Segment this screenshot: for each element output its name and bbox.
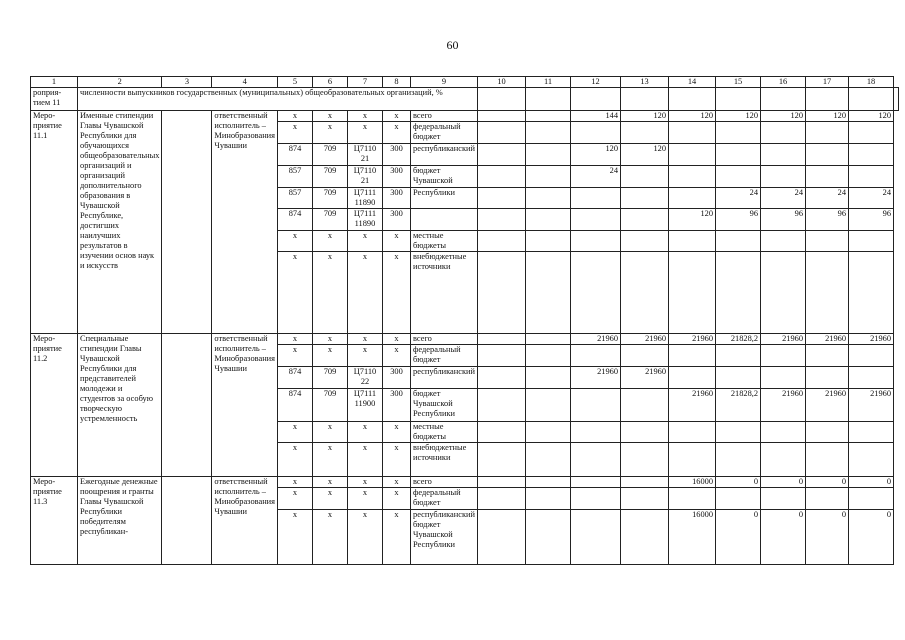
amount-cell [761,144,806,166]
empty-cell [806,88,849,111]
ministry-code: x [278,488,313,510]
column-number: 6 [313,77,348,88]
empty-cell [478,188,526,209]
column-number: 17 [806,77,849,88]
expense-type-code: x [383,488,411,510]
empty-cell [478,231,526,252]
amount-cell: 0 [849,510,894,565]
amount-cell [716,345,761,367]
amount-cell: 24 [849,188,894,209]
amount-cell: 21960 [621,367,669,389]
column-number: 7 [348,77,383,88]
amount-cell [806,367,849,389]
amount-cell: 24 [716,188,761,209]
empty-cell [478,88,526,111]
funding-source: всего [411,477,478,488]
funding-source: внебюджетные источники [411,252,478,334]
amount-cell: 21960 [761,389,806,422]
section-code: 709 [313,166,348,188]
section-code: 709 [313,389,348,422]
ministry-code: 857 [278,188,313,209]
amount-cell [849,252,894,334]
measure-description: Специальные стипендии Главы Чувашской Республики для представителей молодежи и студентов за особую творческую устремленность [78,334,162,477]
amount-cell [806,488,849,510]
ministry-code: x [278,345,313,367]
amount-cell [806,443,849,477]
amount-cell [621,209,669,231]
funding-source: республиканский [411,367,478,389]
budget-table [30,76,899,565]
amount-cell: 96 [761,209,806,231]
funding-source: республиканский бюджет Чувашской Республики [411,510,478,565]
section-code: x [313,122,348,144]
amount-cell: 21960 [621,334,669,345]
amount-cell [806,345,849,367]
measure-name: Меро-приятие 11.3 [31,477,78,565]
target-article-code: Ц7110 21 [348,144,383,166]
ministry-code: 874 [278,367,313,389]
page-number: 60 [446,38,459,52]
empty-cell [526,252,571,334]
amount-cell [621,252,669,334]
funding-source: федеральный бюджет [411,488,478,510]
amount-cell: 24 [571,166,621,188]
funding-source [411,209,478,231]
amount-cell [571,422,621,443]
amount-cell [621,188,669,209]
empty-cell [526,209,571,231]
amount-cell [716,488,761,510]
amount-cell [806,166,849,188]
table-row [31,111,899,122]
column-number: 3 [162,77,212,88]
amount-cell [806,422,849,443]
amount-cell: 21828,2 [716,334,761,345]
amount-cell: 21960 [761,334,806,345]
target-article-code: x [348,231,383,252]
empty-cell [526,443,571,477]
ministry-code: x [278,231,313,252]
amount-cell [571,122,621,144]
amount-cell [761,166,806,188]
amount-cell [571,510,621,565]
expense-type-code: x [383,231,411,252]
column-number: 18 [849,77,894,88]
amount-cell [716,422,761,443]
amount-cell [669,188,716,209]
amount-cell: 21960 [849,389,894,422]
ministry-code: 874 [278,389,313,422]
expense-type-code: 300 [383,144,411,166]
amount-cell [621,477,669,488]
funding-source: бюджет Чувашской Республики [411,389,478,422]
empty-cell [526,122,571,144]
funding-source: внебюджетные источники [411,443,478,477]
target-article-code: x [348,477,383,488]
measure-description: Ежегодные денежные поощрения и гранты Главы Чувашской Республики победителям республикан- [78,477,162,565]
amount-cell [806,144,849,166]
ministry-code: x [278,122,313,144]
expense-type-code: x [383,111,411,122]
empty-cell [478,252,526,334]
column-number: 5 [278,77,313,88]
amount-cell [716,122,761,144]
amount-cell: 120 [716,111,761,122]
ministry-code: 857 [278,166,313,188]
column-number: 2 [78,77,162,88]
amount-cell [849,367,894,389]
empty-cell [526,367,571,389]
amount-cell: 120 [806,111,849,122]
expense-type-code: 300 [383,367,411,389]
target-article-code: Ц7110 21 [348,166,383,188]
amount-cell: 16000 [669,477,716,488]
amount-cell [571,188,621,209]
amount-cell: 0 [761,477,806,488]
ministry-code: x [278,510,313,565]
amount-cell: 0 [761,510,806,565]
amount-cell [761,488,806,510]
empty-cell [849,88,894,111]
section-code: x [313,111,348,122]
target-article-code: x [348,334,383,345]
ministry-code: x [278,111,313,122]
empty-cell [162,334,212,477]
amount-cell [669,122,716,144]
amount-cell [571,345,621,367]
expense-type-code: 300 [383,389,411,422]
amount-cell [669,166,716,188]
column-number: 13 [621,77,669,88]
amount-cell: 120 [621,111,669,122]
amount-cell: 0 [806,477,849,488]
amount-cell [849,488,894,510]
funding-source: всего [411,111,478,122]
column-number-row [31,77,899,88]
amount-cell [621,122,669,144]
amount-cell: 16000 [669,510,716,565]
amount-cell: 21960 [669,334,716,345]
amount-cell [571,389,621,422]
amount-cell [849,443,894,477]
amount-cell: 24 [761,188,806,209]
amount-cell [669,443,716,477]
expense-type-code: x [383,477,411,488]
continued-measure-label: роприя-тием 11 [31,88,78,111]
section-code: x [313,477,348,488]
empty-cell [478,144,526,166]
ministry-code: x [278,477,313,488]
amount-cell: 21960 [571,334,621,345]
amount-cell: 120 [571,144,621,166]
section-code: x [313,422,348,443]
empty-cell [478,166,526,188]
column-number: 8 [383,77,411,88]
section-code: 709 [313,367,348,389]
amount-cell [621,345,669,367]
empty-cell [526,188,571,209]
amount-cell [806,252,849,334]
amount-cell [669,422,716,443]
funding-source: федеральный бюджет [411,122,478,144]
expense-type-code: 300 [383,188,411,209]
amount-cell [716,252,761,334]
expense-type-code: x [383,422,411,443]
empty-cell [478,477,526,488]
column-number: 12 [571,77,621,88]
ministry-code: 874 [278,209,313,231]
empty-cell [478,122,526,144]
amount-cell: 96 [716,209,761,231]
column-number: 11 [526,77,571,88]
empty-cell [478,367,526,389]
expense-type-code: x [383,334,411,345]
empty-cell [162,111,212,334]
empty-cell [478,334,526,345]
column-number: 4 [212,77,278,88]
amount-cell [716,166,761,188]
amount-cell [571,252,621,334]
section-code: x [313,231,348,252]
amount-cell: 21960 [806,334,849,345]
empty-cell [478,389,526,422]
measure-executor: ответственный исполнитель – Минобразования Чувашии [212,111,278,334]
empty-cell [526,488,571,510]
empty-cell [478,488,526,510]
section-code: x [313,252,348,334]
ministry-code: 874 [278,144,313,166]
expense-type-code: x [383,345,411,367]
amount-cell [669,488,716,510]
funding-source: республиканский [411,144,478,166]
amount-cell [761,422,806,443]
amount-cell: 120 [669,111,716,122]
section-code: x [313,488,348,510]
section-code: x [313,510,348,565]
expense-type-code: x [383,252,411,334]
empty-cell [162,477,212,565]
amount-cell: 21828,2 [716,389,761,422]
empty-cell [526,510,571,565]
amount-cell [621,389,669,422]
section-code: x [313,345,348,367]
funding-source: бюджет Чувашской [411,166,478,188]
amount-cell: 21960 [849,334,894,345]
section-code: 709 [313,188,348,209]
empty-cell [894,88,899,111]
empty-cell [621,88,669,111]
continued-indicator-text: численности выпускников государственных (муниципальных) общеобразовательных организаций, % [78,88,478,111]
amount-cell [806,231,849,252]
amount-cell [571,231,621,252]
amount-cell [669,367,716,389]
empty-cell [526,144,571,166]
empty-cell [761,88,806,111]
amount-cell [669,231,716,252]
column-number: 16 [761,77,806,88]
empty-cell [669,88,716,111]
amount-cell [571,488,621,510]
amount-cell: 96 [849,209,894,231]
amount-cell [621,488,669,510]
amount-cell [621,510,669,565]
expense-type-code: x [383,510,411,565]
empty-cell [526,231,571,252]
empty-cell [526,111,571,122]
amount-cell [571,443,621,477]
amount-cell [621,422,669,443]
continued-row [31,88,899,111]
target-article-code: Ц7111 11890 [348,188,383,209]
ministry-code: x [278,443,313,477]
amount-cell [669,345,716,367]
amount-cell: 21960 [806,389,849,422]
target-article-code: x [348,422,383,443]
measure-executor: ответственный исполнитель – Минобразования Чувашии [212,334,278,477]
target-article-code: x [348,345,383,367]
section-code: 709 [313,209,348,231]
amount-cell [806,122,849,144]
measure-description: Именные стипендии Главы Чувашской Республики для обучающихся общеобразовательных организаций и организаций дополнительного образования в Чувашской Республике, достигших наилучших результатов в изучении основ наук и искусств [78,111,162,334]
column-number: 14 [669,77,716,88]
target-article-code: Ц7111 11900 [348,389,383,422]
empty-cell [526,389,571,422]
expense-type-code: 300 [383,166,411,188]
empty-cell [526,422,571,443]
expense-type-code: x [383,443,411,477]
column-number: 9 [411,77,478,88]
empty-cell [526,334,571,345]
funding-source: местные бюджеты [411,422,478,443]
amount-cell [849,422,894,443]
amount-cell [761,443,806,477]
expense-type-code: 300 [383,209,411,231]
amount-cell: 120 [761,111,806,122]
expense-type-code: x [383,122,411,144]
target-article-code: x [348,488,383,510]
amount-cell [761,345,806,367]
amount-cell [621,443,669,477]
amount-cell: 0 [716,510,761,565]
amount-cell [849,166,894,188]
ministry-code: x [278,422,313,443]
amount-cell: 21960 [669,389,716,422]
amount-cell: 24 [806,188,849,209]
column-number: 1 [31,77,78,88]
target-article-code: Ц7111 11890 [348,209,383,231]
target-article-code: x [348,122,383,144]
amount-cell [849,144,894,166]
funding-source: Республики [411,188,478,209]
amount-cell [669,252,716,334]
empty-cell [478,345,526,367]
target-article-code: x [348,111,383,122]
measure-executor: ответственный исполнитель – Минобразования Чувашии [212,477,278,565]
amount-cell: 144 [571,111,621,122]
empty-cell [478,209,526,231]
empty-cell [526,88,571,111]
empty-cell [526,166,571,188]
amount-cell: 120 [849,111,894,122]
target-article-code: x [348,252,383,334]
empty-cell [526,345,571,367]
amount-cell: 0 [806,510,849,565]
funding-source: всего [411,334,478,345]
amount-cell [849,231,894,252]
table-row [31,334,899,345]
target-article-code: x [348,510,383,565]
amount-cell: 120 [669,209,716,231]
target-article-code: x [348,443,383,477]
target-article-code: Ц7110 22 [348,367,383,389]
empty-cell [478,443,526,477]
amount-cell [849,345,894,367]
amount-cell: 0 [716,477,761,488]
section-code: 709 [313,144,348,166]
ministry-code: x [278,334,313,345]
funding-source: федеральный бюджет [411,345,478,367]
empty-cell [478,422,526,443]
amount-cell [849,122,894,144]
section-code: x [313,334,348,345]
amount-cell [621,166,669,188]
table-row [31,477,899,488]
amount-cell [716,144,761,166]
empty-cell [478,111,526,122]
empty-cell [716,88,761,111]
amount-cell: 21960 [571,367,621,389]
amount-cell: 96 [806,209,849,231]
column-number: 15 [716,77,761,88]
empty-cell [478,510,526,565]
amount-cell [761,122,806,144]
amount-cell [571,477,621,488]
amount-cell: 120 [621,144,669,166]
amount-cell [761,252,806,334]
empty-cell [526,477,571,488]
amount-cell [621,231,669,252]
column-number: 10 [478,77,526,88]
measure-name: Меро-приятие 11.1 [31,111,78,334]
ministry-code: x [278,252,313,334]
empty-cell [571,88,621,111]
section-code: x [313,443,348,477]
funding-source: местные бюджеты [411,231,478,252]
amount-cell [761,231,806,252]
amount-cell [571,209,621,231]
amount-cell [761,367,806,389]
measure-name: Меро-приятие 11.2 [31,334,78,477]
amount-cell: 0 [849,477,894,488]
amount-cell [716,367,761,389]
amount-cell [669,144,716,166]
amount-cell [716,231,761,252]
amount-cell [716,443,761,477]
